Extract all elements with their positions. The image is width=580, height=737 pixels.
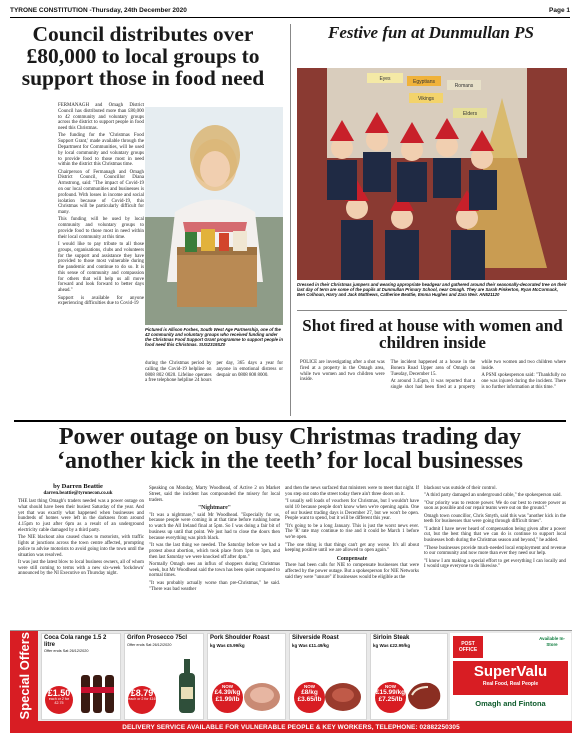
main-paragraph: THE last thing Omagh's traders needed was a power outage on what should have been their busiest Saturday of the year. And yet that was exactly what happened when businesses and hundreds of homes were left in the darkness from around 4.15pm to just after 6pm as a result of an underground electricity cable damaged by a third party.	[18, 499, 144, 533]
main-paragraph: blackout was outside of their control.	[424, 486, 497, 491]
woman-with-food-box-image	[145, 107, 283, 325]
product-silverside	[289, 633, 367, 720]
story2-headline: Festive fun at Dunmullan PS	[328, 23, 534, 42]
story1-caption: Pictured is Allison Forbes, South West Age Partnership, one of the 42 community and voluntary groups who received funding under the Christmas Food Support Grant programme to support people in food need this Christmas. SUS2319SZ0	[145, 327, 283, 348]
price-badge	[294, 682, 325, 713]
paypoint-logo: Available In-Store	[539, 636, 565, 647]
main-paragraph: "It was a nightmare," said Mr Woodhead. "Especially for us, because people were coming in at that time before rushing home to watch the All Ireland final at 5pm. So I was doing a fair bit of business up until that point. We just had to close the doors then because everything was pitch black.	[149, 512, 280, 541]
was-price: kg Was £11.49/kg	[292, 642, 329, 648]
supervalu-logo	[453, 661, 568, 695]
special-offers-banner: Special Offers	[10, 631, 38, 721]
main-paragraph: The NIE blackout also caused chaos to motorists, with traffic lights at junctions across the town centre affected, prompting police to advise motorists to avoid going into the town until the situation was resolved.	[18, 535, 144, 558]
pork-roast-image	[242, 675, 282, 715]
price-badge	[128, 686, 156, 714]
story3-paragraph: POLICE are investigating after a shot was fired at a property in the Omagh area, while two women and two children were inside.	[300, 360, 385, 383]
story1-paragraph: This funding will be used by local community and voluntary groups to provide food to those most in need within their local community at this time.	[58, 217, 144, 240]
decor-label: Eyes	[379, 76, 391, 82]
price-note: each or 2 for £2.75	[48, 697, 70, 705]
product-name: Pork Shoulder Roast	[210, 635, 270, 641]
decor-label: Vikings	[417, 96, 435, 102]
post-office-logo: POST OFFICE	[453, 636, 483, 658]
main-paragraph: and then the news surfaced that ministers were to meet that night. If you step out onto the street today there ain't three doors on it.	[285, 486, 419, 497]
supervalu-brand-panel	[450, 633, 571, 720]
masthead	[10, 4, 570, 18]
main-column-4	[424, 486, 566, 572]
story3-paragraph: The incident happened at a house in the Bonera Road Upper area of Omagh on Tuesday, December 15.	[390, 360, 476, 377]
product-name: Grifon Prosecco 75cl	[127, 635, 188, 641]
brand-name: SuperValu	[473, 663, 548, 680]
story1-paragraph: Chairperson of Fermanagh and Omagh District Council, Councillor Diana Armstrong, said: "The impact of Covid-19 on our local communities and businesses is profound. With losses in income and social isolation because of Covid-19, this Christmas will be particularly difficult for many.	[58, 169, 144, 216]
main-column-3	[285, 486, 419, 582]
main-paragraph: "I usually sell loads of vouchers for Christmas, but I wouldn't have sold 10 because people don't know when we're opening again. One of our busiest trading days is December 27, but we won't be open. People want to spend, but it will be different this year.	[285, 499, 419, 522]
story2-caption: Dressed in their Christmas jumpers and wearing appropriate headgear and gathered around their seasonally-decorated tree on their last day of term are some of the pupils at Dunmullan Primary School, near Omagh. They are Sarah Pinkerton, Ryan McCormack, Ben Colhoun, Harry and Jack Matthews, Catherine Beattie, Emma Hughes and Zara Weir. AN521120	[297, 282, 567, 298]
main-paragraph: "It was the last thing we needed. The Saturday before we had a protest about abortion, which took place from 1pm to 3pm, and then last Saturday we were knocked off after 4pm."	[149, 543, 280, 560]
story3-paragraph: A PSNI spokesperson said: "Thankfully no one was injured during the incident. There is no further information at this time."	[481, 373, 566, 390]
main-paragraph: Speaking on Monday, Marty Woodhead, of Active 2 on Market Street, said the incident has compounded the misery for local traders.	[149, 486, 280, 503]
pupils-christmas-image	[297, 68, 567, 280]
sirloin-steak-image	[404, 675, 444, 715]
masthead-dateline: TYRONE CONSTITUTION -Thursday, 24th December 2020	[10, 7, 187, 14]
story3-headline: Shot fired at house with women and children inside	[302, 316, 563, 353]
price-per-kg: £4.39/kg	[214, 688, 241, 696]
main-paragraph: "These businesses provide much-needed local employment and revenue to our community and now more than ever they need our help.	[424, 545, 566, 557]
main-paragraph: It was just the latest blow to local business owners, all of whom were still coming to terms with a new six-week 'lockdown' announced by the NI Executive on Thursday night.	[18, 559, 144, 577]
product-name: Coca Cola range 1.5 2 litre	[44, 635, 107, 648]
product-name: Sirloin Steak	[373, 635, 410, 641]
price-badge	[45, 686, 73, 714]
main-headline: Power outage on busy Christmas trading day ‘another kick in the teeth’ for local businesses	[57, 424, 523, 475]
story1-photo	[145, 107, 283, 325]
story1-continued: during the Christmas period by calling the Covid-19 helpline on 0808 802 0020. Lifeline operates a free telephone helpline 24 hours per day, 365 days a year for anyone in emotional distress or despair on 0808 808 8000.	[145, 361, 283, 384]
decor-label: Elders	[462, 111, 478, 117]
main-paragraph: Omagh town councillor, Chris Smyth, said this was "another kick in the teeth for businesses that were going through difficult times".	[424, 513, 566, 525]
coca-cola-bottles-image	[77, 669, 117, 715]
price-per-lb: £1.99/lb	[215, 695, 240, 703]
section-divider	[14, 420, 566, 422]
author-email[interactable]: darren.beattie@tyronecon.co.uk	[43, 491, 113, 496]
product-coca-cola	[41, 633, 121, 720]
story1-paragraph: FERMANAGH and Omagh District Council has distributed more than £80,000 to 42 community and voluntary groups across the district to support people in food need this Christmas.	[58, 103, 144, 132]
main-column-1	[18, 499, 144, 579]
subhead-compensate: Compensate	[336, 555, 368, 562]
story1-paragraph: The funding for the 'Christmas Food Support Grant,' made available through the Department for Communities, will be used by local community and voluntary groups to provide food to those most in need within the district this Christmas time.	[58, 133, 144, 168]
column-divider	[290, 24, 291, 416]
was-price: kg Was £5.99/kg	[210, 642, 245, 648]
store-location: Omagh and Fintona	[475, 699, 546, 708]
now-label: NOW	[222, 684, 233, 689]
main-paragraph: There had been calls for NIE to compensate businesses that were affected by the power outage. But a spokesperson for NIE Networks said they were "unsure" if businesses would be eligible as the	[285, 563, 419, 580]
price-badge	[375, 682, 406, 713]
story1-headline: Council distributes over £80,000 to local groups to support those in food need	[21, 22, 265, 90]
main-paragraph: "Our priority was to restore power. We do our best to restore power as soon as possible and our repair teams were out on the ground."	[424, 500, 566, 512]
product-sirloin	[370, 633, 448, 720]
prosecco-bottle-image	[174, 659, 200, 715]
section-divider	[297, 310, 567, 311]
story1-paragraph: I would like to pay tribute to all those groups, organisations, clubs and volunteers for the support and assistance they have provided to those most vulnerable during the pandemic and continue to do so. It is this sense of community and compassion for others that will help us all move forward and look forward to better days ahead."	[58, 241, 144, 294]
now-label: NOW	[304, 684, 315, 689]
price-note: each or 2 for £16	[128, 697, 156, 701]
silverside-roast-image	[323, 675, 363, 715]
story3-paragraph: At around 3.45pm, it was reported that a single shot had been fired at a property while two women and two children where inside.	[390, 360, 566, 390]
product-prosecco	[124, 633, 204, 720]
story2-photo	[297, 68, 567, 280]
subhead-nightmare: "Nightmare"	[197, 504, 232, 511]
main-column-2	[149, 486, 280, 594]
main-paragraph: "It was probably actually worse than pre-Christmas," he said. "There was bad weather	[149, 580, 280, 592]
price: £8.79	[130, 688, 154, 698]
price: £1.50	[47, 688, 71, 698]
delivery-banner: DELIVERY SERVICE AVAILABLE FOR VULNERABLE PEOPLE & KEY WORKERS, TELEPHONE: 02882250305	[10, 721, 572, 733]
price-per-kg: £8/kg	[301, 688, 318, 696]
price-per-lb: £3.65/lb	[297, 695, 322, 703]
product-name: Silverside Roast	[292, 635, 339, 641]
main-paragraph: "I admit I have never heard of compensation being given after a power cut, but the best thing that we can do is continue to support local businesses both during the Christmas season and beyond," he added.	[424, 526, 566, 544]
decor-label: Egyptians	[413, 79, 435, 85]
brand-tagline: Real Food, Real People	[482, 681, 539, 687]
price-per-lb: £7.25/lb	[378, 695, 403, 703]
main-paragraph: "The one thing is that things can't get any worse. It's all about keeping positive until we are allowed to open again."	[285, 542, 419, 554]
story1-body	[58, 103, 144, 309]
main-paragraph: "I know I am making a special effort to get everything I can locally and I would urge everyone to do likewise."	[424, 558, 566, 570]
decor-label: Romans	[454, 83, 474, 89]
story3-body	[300, 360, 566, 390]
main-paragraph: "It's going to be a long January. This is just the worst news ever. The 'R' rate may continue to rise and it could be March 1 before we're open.	[285, 523, 419, 541]
byline: by Darren Beattie	[53, 483, 103, 490]
main-paragraph: "A third party damaged an underground cable," the spokesperson said.	[424, 493, 562, 499]
offer-ends: Offer ends Sat 26/12/2020	[127, 642, 172, 647]
now-label: NOW	[385, 684, 396, 689]
supervalu-advert	[10, 630, 572, 733]
product-pork-shoulder	[207, 633, 286, 720]
page-number: Page 1	[549, 7, 570, 14]
story1-paragraph: Support is available for anyone experiencing difficulties due to Covid-19	[58, 295, 144, 307]
was-price: kg Was £22.99/kg	[373, 642, 411, 648]
price-badge	[212, 682, 243, 713]
main-paragraph: Normally Omagh sees an influx of shoppers during Christmas week, but Mr Woodhead said the town has been quiet compared to normal times.	[149, 561, 280, 579]
price-per-kg: £15.99/kg	[375, 688, 406, 696]
offer-ends: Offer ends Sat 26/12/2020	[44, 649, 89, 654]
